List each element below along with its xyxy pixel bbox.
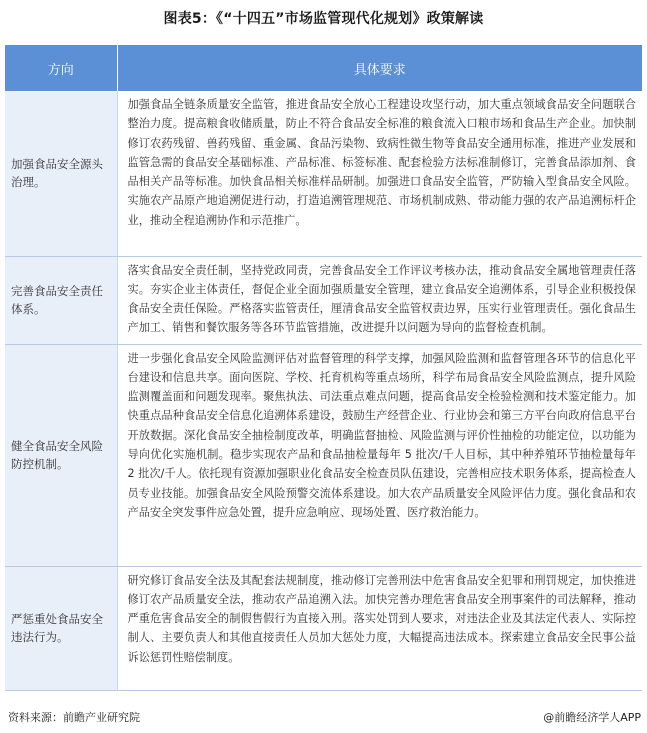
requirement-cell: 进一步强化食品安全风险监测评估对监督管理的科学支撑，加强风险监测和监督管理各环节的信息化平台建设和信息共享。面向医院、学校、托育机构等重点场所，科学布局食品安全风险监测点，提升风险监测覆盖面和问题发现率。聚焦执法、司法重点难点问题，提高食品安全检验检测和技术鉴定能力。加快重点品种食品安全信息化追溯体系建设，鼓励生产经营企业、行业协会和第三方平台向政府信息平台开放数据。深化食品安全抽检制度改革，明确监督抽检、风险监测与评价性抽检的功能定位，以功能为导向优化实施机制。稳步实现农产品和食品抽检量每年 5 批次/千人目标，其中种养殖环节抽检量每年 2 批次/千人。依托现有资源加强职业化食品安全检查员队伍建设，完善相应技术职务体系，提高检查人员专业技能。加强食品安全风险预警交流体系建设。加大农产品质量安全风险评估力度。强化食品和农产品安全突发事件应急处置，提升应急响应、现场处置、医疗救治能力。 xyxy=(117,344,642,566)
direction-cell: 严惩重处食品安全违法行为。 xyxy=(5,566,117,690)
chart-title: 图表5：《“十四五”市场监管现代化规划》政策解读 xyxy=(163,11,484,27)
table-row xyxy=(5,566,642,690)
direction-cell: 健全食品安全风险防控机制。 xyxy=(5,344,117,566)
source-note: 资料来源：前瞻产业研究院 xyxy=(8,711,140,724)
credit-note: @前瞻经济学人APP xyxy=(543,711,641,724)
table-row xyxy=(5,91,642,256)
table-header-row xyxy=(5,45,642,91)
header-direction: 方向 xyxy=(5,45,117,91)
header-requirement: 具体要求 xyxy=(117,45,642,91)
policy-table xyxy=(5,45,642,691)
table-row xyxy=(5,256,642,344)
requirement-cell: 研究修订食品安全法及其配套法规制度，推动修订完善刑法中危害食品安全犯罪和刑罚规定，加快推进修订农产品质量安全法，推动农产品追溯入法。加快完善办理危害食品安全刑事案件的司法解释，推动严重危害食品安全的制假售假行为直接入刑。落实处罚到人要求，对违法企业及其法定代表人、实际控制人、主要负责人和其他直接责任人员加大惩处力度，大幅提高违法成本。探索建立食品安全民事公益诉讼惩罚性赔偿制度。 xyxy=(117,566,642,690)
direction-cell: 完善食品安全责任体系。 xyxy=(5,256,117,344)
table-row xyxy=(5,344,642,566)
requirement-cell: 加强食品全链条质量安全监管，推进食品安全放心工程建设攻坚行动，加大重点领域食品安全问题联合整治力度。提高粮食收储质量，防止不符合食品安全标准的粮食流入口粮市场和食品生产企业。加快制修订农药残留、兽药残留、重金属、食品污染物、致病性微生物等食品安全通用标准，推进产业发展和监管急需的食品安全基础标准、产品标准、标签标准、配套检验方法标准制修订，完善食品添加剂、食品相关产品等标准。加快食品相关标准样品研制。加强进口食品安全监管，严防输入型食品安全风险。实施农产品原产地追溯促进行动，打造追溯管理规范、市场机制成熟、带动能力强的农产品追溯标杆企业，推动全程追溯协作和示范推广。 xyxy=(117,91,642,256)
direction-cell: 加强食品安全源头治理。 xyxy=(5,91,117,256)
requirement-cell: 落实食品安全责任制，坚持党政同责，完善食品安全工作评议考核办法，推动食品安全属地管理责任落实。夯实企业主体责任，督促企业全面加强质量安全管理，建立食品安全追溯体系，引导企业积极投保食品安全责任保险。严格落实监管责任，厘清食品安全监管权责边界，压实行业管理责任。强化食品生产加工、销售和餐饮服务等各环节监管措施，改进提升以问题为导向的监督检查机制。 xyxy=(117,256,642,344)
